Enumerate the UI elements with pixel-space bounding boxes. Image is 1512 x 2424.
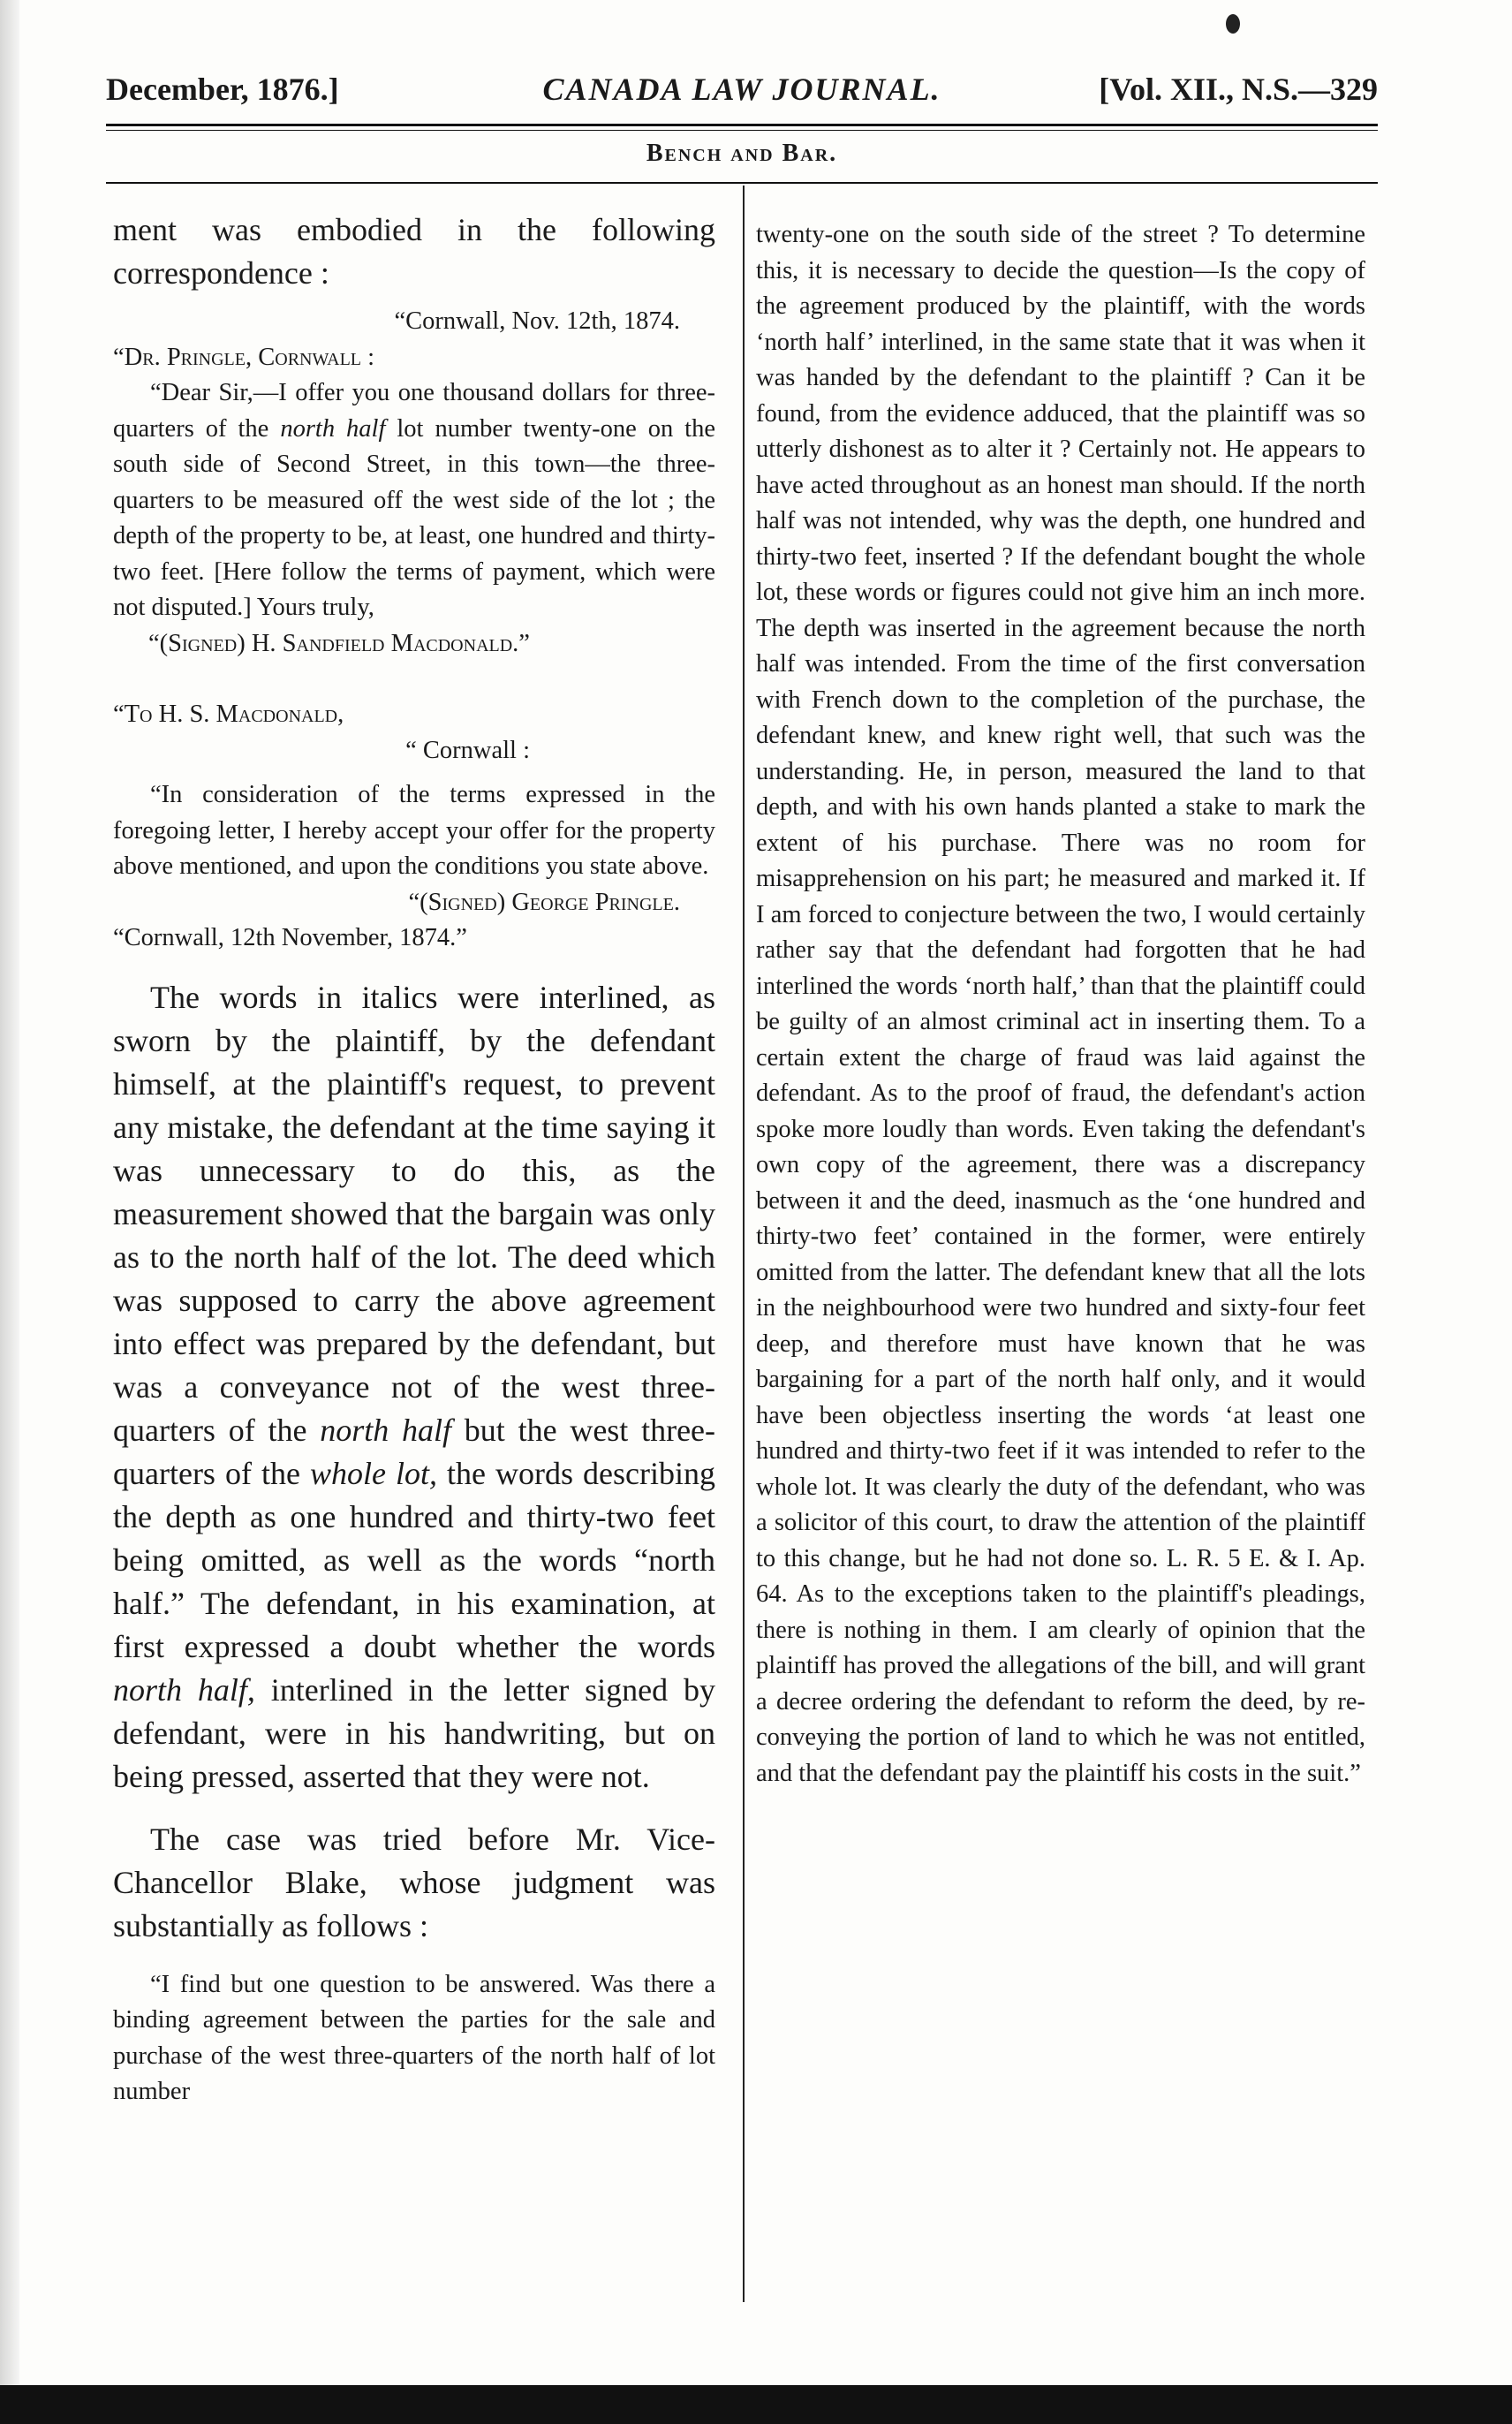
- para1-italic-a: north half: [320, 1412, 452, 1448]
- para1-italic-b: whole lot,: [309, 1455, 438, 1491]
- issue-date: December, 1876.]: [106, 72, 339, 107]
- letter1-body: [113, 375, 715, 626]
- scan-bottom-edge: [0, 2385, 1512, 2424]
- journal-title: CANADA LAW JOURNAL.: [542, 72, 941, 107]
- para1-text-d: interlined in the letter signed by defendant, were in his handwriting, but on being pressed, asserted that they were not.: [113, 1671, 715, 1794]
- para1-text-a: The words in italics were interlined, as sworn by the plaintiff, by the defendant himself, at the plaintiff's request, to prevent any mistake, the defendant at the time saying it was unnecessary to do this, as the measurement showed that the bargain was only as to the north half of the lot. The deed which was supposed to carry the above agreement into effect was prepared by the defendant, but was a conveyance not of the west three-quarters of the: [113, 979, 715, 1448]
- para1-text-b: but the west three-quarters of the: [113, 1412, 716, 1491]
- section-rule: [106, 182, 1378, 184]
- para1-italic-c: north half,: [113, 1671, 255, 1708]
- section-heading: Bench and Bar.: [646, 140, 838, 167]
- letter2-signature: “(Signed) George Pringle.: [408, 888, 680, 916]
- letter1-body-start: “Dear Sir,—I offer you one thousand dollars for three-quarters of the: [113, 379, 715, 443]
- paragraph-case-tried: The case was tried before Mr. Vice-Chancellor Blake, whose judgment was substantially as follows :: [113, 1821, 715, 1943]
- ink-blot-mark: [1226, 14, 1240, 34]
- judgment-quote-start: “I find but one question to be answered. Was there a binding agreement between the parties for the sale and purchase of the west three-quarters of the north half of lot number: [113, 1970, 715, 2105]
- header-double-rule: [106, 124, 1378, 131]
- left-column: [113, 208, 715, 2110]
- letter2-date: “Cornwall, 12th November, 1874.”: [113, 924, 467, 951]
- judgment-quote-continued: twenty-one on the south side of the street ? To determine this, it is necessary to decide the question—Is the copy of the agreement produced by the plaintiff, with the words ‘north half’ interlined, in the same state that it was when it was handed by the defendant to the plaintiff ? Can it be found, from the evidence adduced, that the plaintiff was so utterly dishonest as to alter it ? Certainly not. He appears to have acted throughout as an honest man should. If the north half was not intended, why was the depth, one hundred and thirty-two feet, inserted ? If the defendant bought the whole lot, these words or figures could not give him an inch more. The depth was inserted in the agreement because the north half was intended. From the time of the first conversation with French down to the completion of the purchase, the defendant knew, and knew right well, that such was the understanding. He, in person, measured the land to that depth, and with his own hands planted a stake to mark the extent of his purchase. There was no room for misapprehension on his part; he measured and marked it. If I am forced to conjecture between the two, I would certainly rather say that the defendant had forgotten that he had interlined the words ‘north half,’ than that the plaintiff could be guilty of an almost criminal act in inserting them. To a certain extent the charge of fraud was laid against the defendant. As to the proof of fraud, the defendant's action spoke more loudly than words. Even taking the defendant's own copy of the agreement, there was a discrepancy between it and the deed, inasmuch as the ‘one hundred and thirty-two feet’ contained in the former, were entirely omitted from the latter. The defendant knew that all the lots in the neighbourhood were two hundred and sixty-four feet deep, and therefore must have known that he was bargaining for a part of the north half only, and it would have been objectless inserting the words ‘at least one hundred and thirty-two feet if it was intended to refer to the whole lot. It was clearly the duty of the defendant, who was a solicitor of this court, to draw the attention of the plaintiff to this change, but he had not done so. L. R. 5 E. & I. Ap. 64. As to the exceptions taken to the plaintiff's pleadings, there is nothing in them. I am clearly of opinion that the plaintiff has proved the allegations of the bill, and will grant a decree ordering the defendant to reform the deed, by re-conveying the portion of land to which he was not entitled, and that the defendant pay the plaintiff his costs in the suit.”: [756, 221, 1365, 1787]
- column-divider: [743, 186, 745, 2302]
- letter1-body-end: lot number twenty-one on the south side of Second Street, in this town—the three-quarters to be measured off the west side of the lot ; the depth of the property to be, at least, one hundred and thirty-two feet. [Here follow the terms of payment, which were not disputed.] Yours truly,: [113, 414, 715, 621]
- letter2-place: “ Cornwall :: [405, 736, 530, 764]
- scan-edge-shadow: [0, 0, 19, 2424]
- paragraph-italics-interlined: [113, 976, 715, 1799]
- letter1-addressee: “Dr. Pringle, Cornwall :: [113, 343, 375, 371]
- letter1-body-italic: north half: [280, 414, 386, 443]
- right-column: [756, 217, 1365, 1791]
- letter2-body: “In consideration of the terms expressed in the foregoing letter, I hereby accept your offer for the property above mentioned, and upon the conditions you state above.: [113, 781, 715, 880]
- letter1-signature: “(Signed) H. Sandfield Macdonald.”: [148, 629, 530, 657]
- volume-page-number: [Vol. XII., N.S.—329: [1099, 72, 1378, 107]
- para1-text-c: the words describing the depth as one hundred and thirty-two feet being omitted, as well as the words “north half.” The defendant, in his examination, at first expressed a doubt whether the words: [113, 1455, 716, 1664]
- letter2-addressee: “To H. S. Macdonald,: [113, 701, 344, 728]
- letter1-place-date: “Cornwall, Nov. 12th, 1874.: [394, 307, 680, 335]
- intro-text: ment was embodied in the following correspondence :: [113, 212, 715, 291]
- running-head: [106, 71, 1378, 113]
